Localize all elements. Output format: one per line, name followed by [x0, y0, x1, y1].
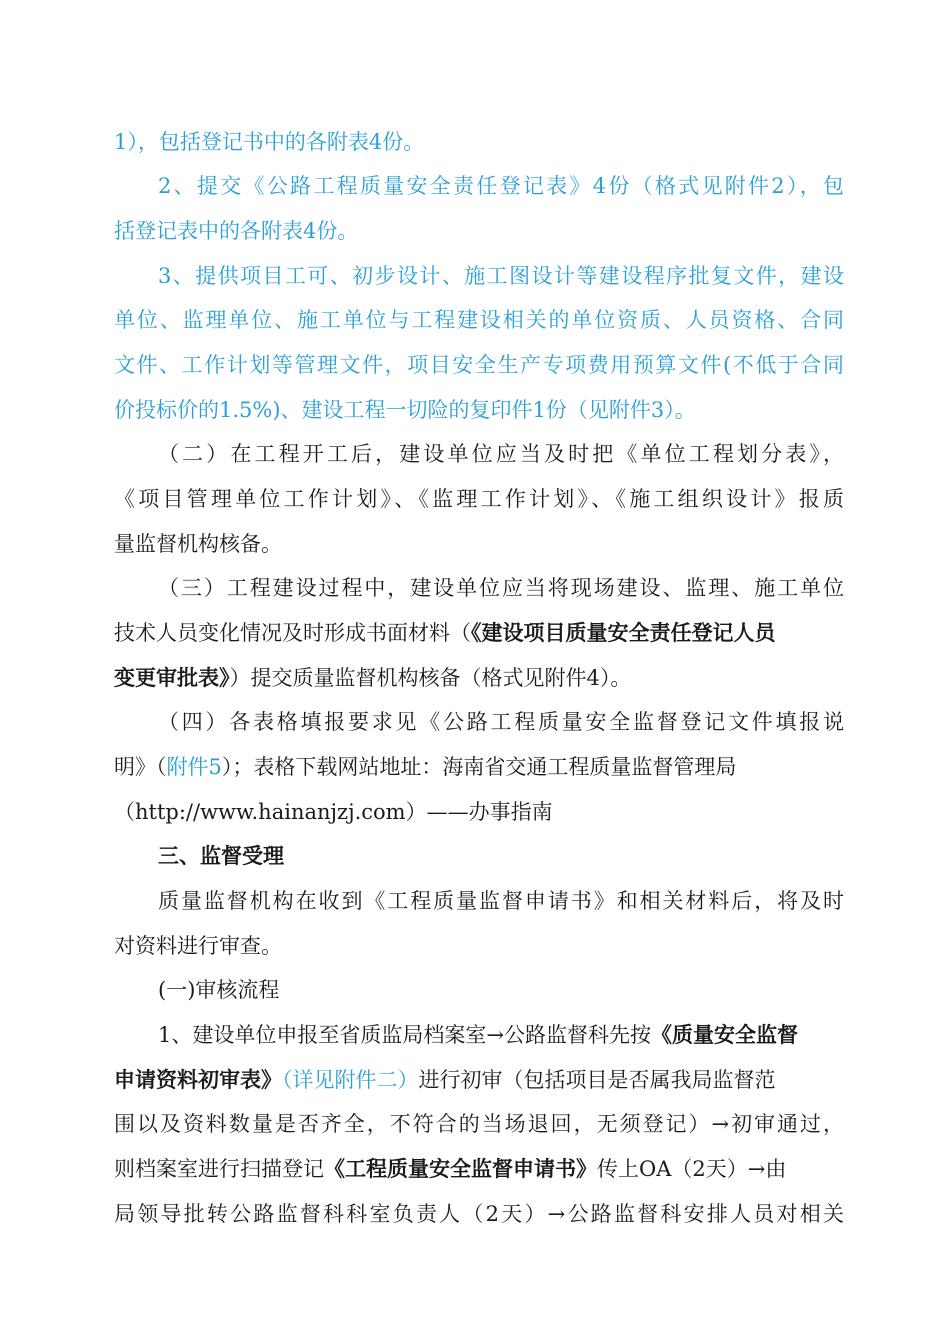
bold-form-title: 申请资料初审表》: [114, 1068, 282, 1092]
text-line: 质量监督机构在收到《工程质量监督申请书》和相关材料后，将及时: [158, 889, 844, 913]
text-run: 1、建设单位申报至省质监局档案室→公路监督科先按: [158, 1023, 651, 1047]
text-run: 则档案室进行扫描登记: [114, 1157, 324, 1181]
text-line: 括登记表中的各附表4份。: [114, 219, 359, 243]
text-line: 量监督机构核备。: [114, 532, 282, 556]
text-line: [158, 1013, 844, 1057]
attachment-link[interactable]: （详见附件二）: [282, 1068, 419, 1092]
text-line: [114, 1147, 844, 1191]
text-line: 1），包括登记书中的各附表4份。: [114, 130, 425, 154]
attachment-link[interactable]: 附件5: [166, 755, 222, 779]
bold-form-title: 《建设项目质量安全责任登记人员: [471, 621, 776, 645]
text-line: （三）工程建设过程中，建设单位应当将现场建设、监理、施工单位: [158, 576, 844, 600]
section-heading: 三、监督受理: [158, 844, 284, 868]
bold-form-title: 《工程质量安全监督申请书》: [324, 1157, 597, 1181]
text-line: 对资料进行审查。: [114, 934, 282, 958]
text-run: ）；表格下载网站地址：海南省交通工程质量监督管理局: [221, 755, 737, 779]
text-run: 技术人员变化情况及时形成书面材料（: [114, 621, 471, 645]
text-run: 进行初审（包括项目是否属我局监督范: [418, 1068, 776, 1092]
bold-form-title: 《质量安全监督: [650, 1023, 798, 1047]
text-line: [114, 745, 844, 789]
text-line: 围以及资料数量是否齐全，不符合的当场退回，无须登记）→初审通过，: [114, 1112, 844, 1136]
bold-form-title: 变更审批表》: [114, 666, 230, 690]
text-line: 2、提交《公路工程质量安全责任登记表》4份（格式见附件2），包: [158, 174, 844, 198]
text-line: 3、提供项目工可、初步设计、施工图设计等建设程序批复文件，建设: [158, 264, 844, 288]
text-line: （四）各表格填报要求见《公路工程质量安全监督登记文件填报说: [158, 710, 844, 734]
text-run: 明》（: [114, 755, 167, 779]
text-line: 局领导批转公路监督科科室负责人（2天）→公路监督科安排人员对相关: [114, 1202, 844, 1226]
text-line: [114, 656, 844, 700]
text-line: 《项目管理单位工作计划》、《监理工作计划》、《施工组织设计》报质: [114, 487, 844, 511]
text-line: （二）在工程开工后，建设单位应当及时把《单位工程划分表》，: [158, 442, 844, 466]
text-line: 文件、工作计划等管理文件，项目安全生产专项费用预算文件(不低于合同: [114, 353, 844, 377]
text-run: ）提交质量监督机构核备（格式见附件4）。: [229, 666, 632, 690]
text-line: 单位、监理单位、施工单位与工程建设相关的单位资质、人员资格、合同: [114, 308, 844, 332]
text-line: [114, 1058, 844, 1102]
text-line: [114, 611, 844, 655]
subsection-heading: (一)审核流程: [158, 978, 280, 1002]
text-line: 价投标价的1.5%)、建设工程一切险的复印件1份（见附件3）。: [114, 398, 696, 422]
text-line: （http://www.hainanjzj.com）——办事指南: [114, 800, 553, 824]
text-run: 传上OA（2天）→由: [597, 1157, 787, 1181]
